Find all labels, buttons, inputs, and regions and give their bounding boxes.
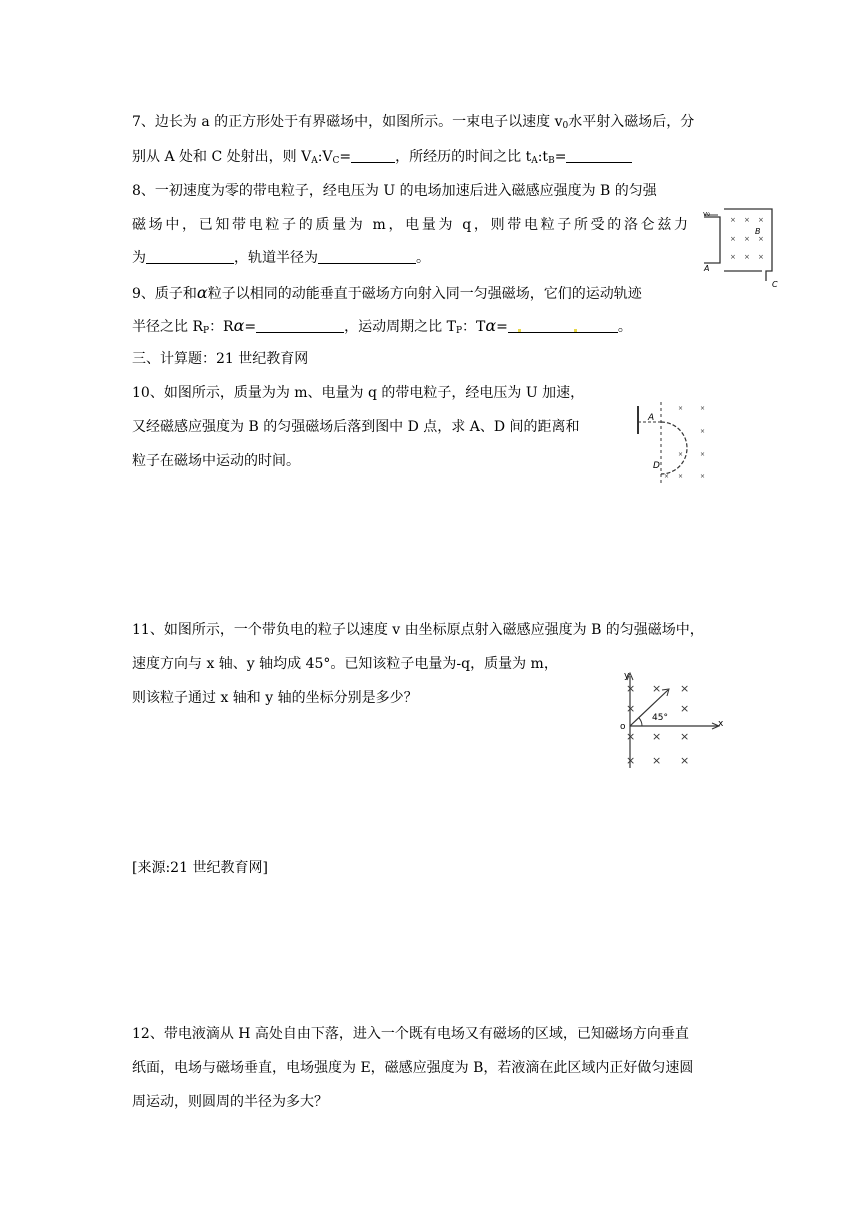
origin-label: o bbox=[620, 722, 626, 732]
equals: = bbox=[496, 319, 508, 335]
q7-ratio-text: :t bbox=[537, 149, 549, 165]
label-A: A bbox=[648, 413, 655, 423]
q7-line2-text: 别从 A 处和 C 处射出，则 V bbox=[132, 149, 312, 165]
axis-label-y: y bbox=[624, 671, 630, 681]
q12-line2: 纸面，电场与磁场垂直，电场强度为 E，磁感应强度为 B，若液滴在此区域内正好做匀速圆 bbox=[132, 1060, 694, 1076]
highlight-mark bbox=[574, 329, 577, 332]
q7-v0-subscript: 0 bbox=[562, 121, 569, 131]
label-C: C bbox=[772, 280, 778, 289]
q12-line3: 周运动，则圆周的半径为多大？ bbox=[132, 1094, 328, 1110]
field-mark: × bbox=[626, 730, 636, 743]
field-mark: × bbox=[730, 253, 736, 261]
equals: = bbox=[339, 149, 352, 165]
alpha-symbol: α bbox=[485, 316, 497, 335]
field-mark: × bbox=[626, 754, 636, 767]
figure-square-field bbox=[700, 205, 786, 289]
field-mark: × bbox=[680, 754, 690, 767]
field-mark: × bbox=[678, 473, 684, 480]
angle-label: 45° bbox=[652, 713, 668, 723]
highlight-mark bbox=[518, 329, 521, 332]
answer-blank-period-ratio[interactable] bbox=[508, 318, 618, 333]
field-mark: × bbox=[652, 682, 662, 695]
field-mark: × bbox=[700, 428, 706, 435]
v0-label: v₀ bbox=[703, 210, 710, 218]
q11-line1: 11、如图所示，一个带负电的粒子以速度 v 由坐标原点射入磁感应强度为 B 的匀强磁场中， bbox=[132, 622, 704, 638]
subscript-A: A bbox=[531, 156, 538, 166]
q8-line3 bbox=[132, 248, 430, 268]
alpha-symbol: α bbox=[233, 316, 245, 335]
q11-line3: 则该粒子通过 x 轴和 y 轴的坐标分别是多少？ bbox=[132, 690, 418, 706]
q9-line2 bbox=[132, 316, 632, 341]
q7-line2 bbox=[132, 147, 632, 171]
field-mark: × bbox=[758, 253, 764, 261]
q9-line1 bbox=[132, 283, 642, 304]
field-mark: × bbox=[680, 702, 690, 715]
answer-blank-time-ratio[interactable] bbox=[566, 148, 632, 163]
field-mark: × bbox=[652, 730, 662, 743]
field-mark: × bbox=[730, 216, 736, 224]
q7-line1 bbox=[132, 112, 694, 136]
q9-line2-text: 。 bbox=[617, 319, 632, 335]
answer-blank-radius-ratio[interactable] bbox=[256, 318, 344, 333]
q7-line1-text: 7、边长为 a 的正方形处于有界磁场中，如图所示。一束电子以速度 v bbox=[132, 114, 563, 130]
field-mark: × bbox=[664, 473, 670, 480]
q9-line2-text: ：T bbox=[462, 319, 486, 335]
field-mark: × bbox=[700, 451, 706, 458]
label-B: B bbox=[755, 227, 761, 236]
subscript-P: P bbox=[203, 326, 210, 336]
subscript-B: B bbox=[548, 156, 555, 166]
q9-line2-text: ：R bbox=[209, 319, 234, 335]
field-mark: × bbox=[744, 216, 750, 224]
answer-blank-radius[interactable] bbox=[318, 249, 416, 264]
source-note: [来源:21 世纪教育网] bbox=[132, 860, 268, 876]
field-mark: × bbox=[758, 216, 764, 224]
section-heading: 三、计算题：21 世纪教育网 bbox=[132, 351, 309, 367]
field-mark: × bbox=[758, 235, 764, 243]
field-mark: × bbox=[744, 235, 750, 243]
subscript-A: A bbox=[311, 156, 318, 166]
q8-line2: 磁场中，已知带电粒子的质量为 m，电量为 q，则带电粒子所受的洛仑兹力 bbox=[132, 217, 688, 233]
field-mark: × bbox=[700, 473, 706, 480]
q7-time-text: ，所经历的时间之比 t bbox=[395, 149, 532, 165]
q10-line1: 10、如图所示，质量为为 m、电量为 q 的带电粒子，经电压为 U 加速， bbox=[132, 385, 585, 401]
q8-line3-text: 为 bbox=[132, 250, 146, 266]
q10-line3: 粒子在磁场中运动的时间。 bbox=[132, 453, 300, 469]
figure-coordinate-field bbox=[614, 668, 726, 772]
q12-line1: 12、带电液滴从 H 高处自由下落，进入一个既有电场又有磁场的区域，已知磁场方向垂直 bbox=[132, 1026, 689, 1042]
field-mark: × bbox=[652, 754, 662, 767]
field-mark: × bbox=[700, 405, 706, 412]
q7-ratio-text: :V bbox=[317, 149, 333, 165]
field-mark: × bbox=[626, 702, 636, 715]
q8-line1: 8、一初速度为零的带电粒子，经电压为 U 的电场加速后进入磁感应强度为 B 的匀强 bbox=[132, 183, 657, 199]
field-mark: × bbox=[680, 682, 690, 695]
field-mark: × bbox=[678, 451, 684, 458]
label-D: D bbox=[653, 461, 660, 471]
q9-line2-text: 半径之比 R bbox=[132, 319, 203, 335]
field-mark: × bbox=[678, 405, 684, 412]
field-mark: × bbox=[730, 235, 736, 243]
axis-label-x: x bbox=[718, 719, 724, 729]
q7-line1b-text: 水平射入磁场后，分 bbox=[568, 114, 695, 130]
field-mark: × bbox=[744, 253, 750, 261]
field-mark: × bbox=[680, 730, 690, 743]
q10-line2: 又经磁感应强度为 B 的匀强磁场后落到图中 D 点，求 A、D 间的距离和 bbox=[132, 419, 580, 435]
q9-line2-text: ，运动周期之比 T bbox=[344, 319, 456, 335]
alpha-symbol: α bbox=[196, 283, 208, 302]
label-A: A bbox=[704, 264, 710, 273]
subscript-P: P bbox=[455, 326, 463, 336]
q11-line2: 速度方向与 x 轴、y 轴均成 45°。已知该粒子电量为-q，质量为 m， bbox=[132, 656, 558, 672]
q8-line3-text: 。 bbox=[416, 250, 430, 266]
subscript-C: C bbox=[332, 156, 340, 166]
q8-line3-text: ，轨道半径为 bbox=[234, 250, 318, 266]
equals: = bbox=[244, 319, 257, 335]
q9-line1-text: 9、质子和 bbox=[132, 286, 197, 302]
q9-line1-text: 粒子以相同的动能垂直于磁场方向射入同一匀强磁场，它们的运动轨迹 bbox=[207, 286, 642, 302]
answer-blank-velocity-ratio[interactable] bbox=[351, 148, 395, 163]
equals: = bbox=[554, 149, 567, 165]
figure-semicircle-path bbox=[628, 400, 720, 486]
field-mark: × bbox=[626, 682, 636, 695]
answer-blank-lorentz-force[interactable] bbox=[146, 249, 234, 264]
